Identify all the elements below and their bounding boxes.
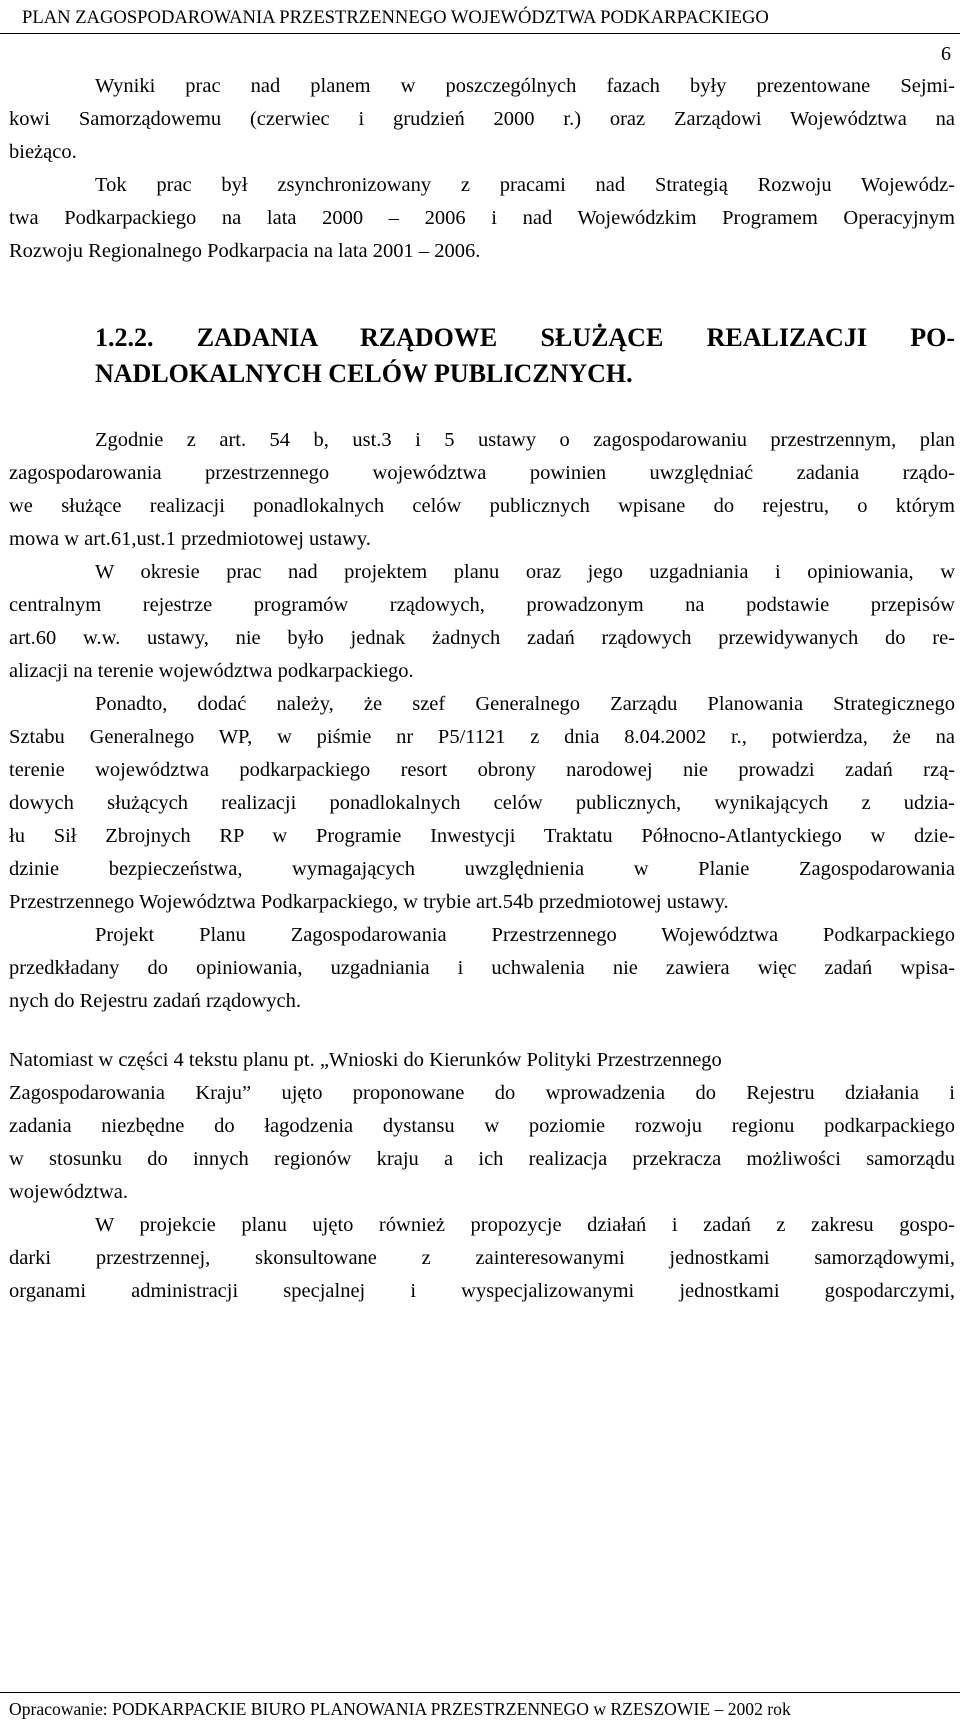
text-line: w stosunku do innych regionów kraju a ich realizacja przekracza możliwości samorządu [9, 1148, 955, 1170]
text-line: bieżąco. [9, 141, 77, 163]
paragraph-6 [9, 919, 955, 1018]
text-line: Natomiast w części 4 tekstu planu pt. „Wnioski do Kierunków Polityki Przestrzennego [9, 1049, 722, 1071]
text-line: Przestrzennego Województwa Podkarpackiego, w trybie art.54b przedmiotowej ustawy. [9, 891, 729, 913]
text-line: przedkładany do opiniowania, uzgadniania i uchwalenia nie zawiera więc zadań wpisa- [9, 957, 955, 979]
paragraph-4 [9, 556, 955, 688]
footer-text: Opracowanie: PODKARPACKIE BIURO PLANOWANIA PRZESTRZENNEGO w RZESZOWIE – 2002 rok [9, 1699, 791, 1719]
text-line: terenie województwa podkarpackiego resort obrony narodowej nie prowadzi zadań rzą- [9, 759, 955, 781]
paragraph-3 [9, 424, 955, 556]
text-line: alizacji na terenie województwa podkarpackiego. [9, 660, 414, 682]
text-line: Zagospodarowania Kraju” ujęto proponowane do wprowadzenia do Rejestru działania i [9, 1082, 955, 1104]
page-content [9, 70, 955, 1308]
text-line: darki przestrzennej, skonsultowane z zainteresowanymi jednostkami samorządowymi, [9, 1247, 955, 1269]
text-line: łu Sił Zbrojnych RP w Programie Inwestycji Traktatu Północno-Atlantyckiego w dzie- [9, 825, 955, 847]
text-line: twa Podkarpackiego na lata 2000 – 2006 i nad Wojewódzkim Programem Operacyjnym [9, 207, 955, 229]
text-line: Tok prac był zsynchronizowany z pracami nad Strategią Rozwoju Wojewódz- [95, 174, 955, 196]
paragraph-5 [9, 688, 955, 919]
text-line: centralnym rejestrze programów rządowych, prowadzonym na podstawie przepisów [9, 594, 955, 616]
section-heading [9, 320, 955, 392]
paragraph-1 [9, 70, 955, 169]
text-line: Sztabu Generalnego WP, w piśmie nr P5/1121 z dnia 8.04.2002 r., potwierdza, że na [9, 726, 955, 748]
text-line: Ponadto, dodać należy, że szef Generalnego Zarządu Planowania Strategicznego [95, 693, 955, 715]
running-title: PLAN ZAGOSPODAROWANIA PRZESTRZENNEGO WOJEWÓDZTWA PODKARPACKIEGO [22, 7, 769, 28]
text-line: dowych służących realizacji ponadlokalnych celów publicznych, wynikających z udzia- [9, 792, 955, 814]
page-number: 6 [941, 43, 951, 65]
heading-line: 1.2.2. ZADANIA RZĄDOWE SŁUŻĄCE REALIZACJI PO- [95, 323, 955, 352]
text-line: W okresie prac nad projektem planu oraz jego uzgadniania i opiniowania, w [95, 561, 955, 583]
text-line: we służące realizacji ponadlokalnych celów publicznych wpisane do rejestru, o którym [9, 495, 955, 517]
heading-line: NADLOKALNYCH CELÓW PUBLICZNYCH. [95, 359, 633, 388]
text-line: nych do Rejestru zadań rządowych. [9, 990, 302, 1012]
page-footer [0, 1692, 960, 1724]
text-line: organami administracji specjalnej i wyspecjalizowanymi jednostkami gospodarczymi, [9, 1280, 955, 1302]
text-line: W projekcie planu ujęto również propozycje działań i zadań z zakresu gospo- [95, 1214, 955, 1236]
text-line: Projekt Planu Zagospodarowania Przestrzennego Województwa Podkarpackiego [95, 924, 955, 946]
text-line: Zgodnie z art. 54 b, ust.3 i 5 ustawy o zagospodarowaniu przestrzennym, plan [95, 429, 955, 451]
text-line: mowa w art.61,ust.1 przedmiotowej ustawy. [9, 528, 371, 550]
text-line: zadania niezbędne do łagodzenia dystansu w poziomie rozwoju regionu podkarpackiego [9, 1115, 955, 1137]
text-line: art.60 w.w. ustawy, nie było jednak żadnych zadań rządowych przewidywanych do re- [9, 627, 955, 649]
text-line: kowi Samorządowemu (czerwiec i grudzień 2000 r.) oraz Zarządowi Województwa na [9, 108, 955, 130]
text-line: Wyniki prac nad planem w poszczególnych fazach były prezentowane Sejmi- [95, 75, 955, 97]
text-line: województwa. [9, 1181, 128, 1203]
paragraph-7 [9, 1044, 955, 1209]
text-line: dzinie bezpieczeństwa, wymagających uwzględnienia w Planie Zagospodarowania [9, 858, 955, 880]
paragraph-2 [9, 169, 955, 268]
page-header [0, 0, 960, 34]
paragraph-8 [9, 1209, 955, 1308]
text-line: zagospodarowania przestrzennego województwa powinien uwzględniać zadania rządo- [9, 462, 955, 484]
text-line: Rozwoju Regionalnego Podkarpacia na lata 2001 – 2006. [9, 240, 481, 262]
